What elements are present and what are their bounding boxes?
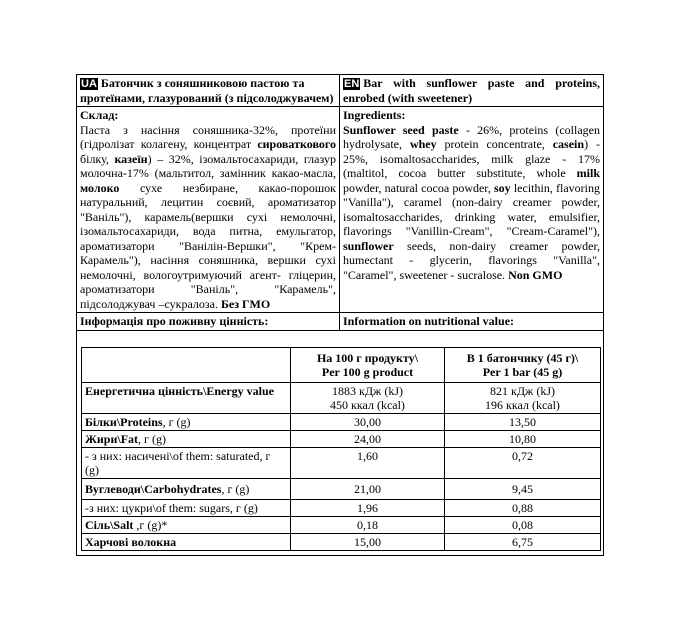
sugars-per-100g: 1,96 (291, 499, 445, 516)
allergen-whey-en: whey (409, 137, 437, 151)
en-product-title: Bar with sunflower paste and proteins, enrobed (with sweetener) (343, 76, 600, 105)
allergen-sunflower-paste-en: Sunflower seed paste (343, 122, 459, 137)
saturated-per-bar: 0,72 (445, 447, 601, 478)
ingredients-row (77, 107, 604, 313)
product-label-document (76, 74, 603, 556)
carbs-label: Вуглеводи\Carbohydrates, г (g) (82, 478, 291, 499)
en-language-tag: EN (344, 78, 360, 90)
table-row (82, 430, 601, 447)
ua-title-cell (77, 75, 340, 107)
en-ingredients-text: Sunflower seed paste - 26%, proteins (collagen hydrolysate, whey protein concentrate, casein) - 25%, isomaltosaccharides, milk glaze - 17% (maltitol, cocoa butter substitute, whole milk powder, natural cocoa powder, soy lecithin, flavoring "Vanilla"), caramel (non-dairy creamer powder, isomaltosaccharides, drinking water, emulsifier, flavorings "Vanillin-Cream", "Cream-Caramel"), sunflower seeds, non-dairy creamer powder, humectant - glycerin, flavorings "Vanilla", "Caramel", sweetener - sucralose. Non GMO (343, 122, 601, 282)
salt-per-bar: 0,08 (445, 516, 601, 533)
ua-nutrition-heading: Інформація про поживну цінність: (77, 313, 340, 331)
nutrition-table-cell (77, 330, 604, 555)
en-title-cell (340, 75, 604, 107)
ua-language-tag: UA (81, 78, 97, 90)
fat-per-100g: 24,00 (291, 430, 445, 447)
table-row (82, 499, 601, 516)
allergen-milk-en: milk (576, 166, 600, 180)
ua-ingredients-heading: Склад: (80, 108, 119, 122)
table-row (82, 447, 601, 478)
en-nutrition-heading: Information on nutritional value: (340, 313, 604, 331)
ua-ingredients-text: Паста з насіння соняшника-32%, протеїни (гідролізат колагену, концентрат сироваткового білку, казеїн) – 32%, ізомальтосахариди, глазур молочна-17% (мальтитол, замінник какао-масла, молоко сухе незбиране, какао-порошок натуральний, лецитин соєвий, ароматизатор "Ваніль"), карамель(вершки сухі немолочні, ізомальтосахариди, вода питна, емульгатор, ароматизатори "Ванілін-Вершки", "Крем-Карамель"), насіння соняшника, вершки сухі немолочні, вологоутримуючий агент- гліцерин, ароматизатори "Ваніль", "Карамель", підсолоджувач –сукралоза. Без ГМО (80, 122, 336, 311)
allergen-casein-en: casein (552, 137, 585, 151)
col-per-100g-header: На 100 г продукту\ Per 100 g product (291, 347, 445, 382)
table-row (82, 478, 601, 499)
sugars-per-bar: 0,88 (445, 499, 601, 516)
fat-label: Жири\Fat, г (g) (82, 430, 291, 447)
allergen-whey-ua: сироваткового (257, 137, 336, 151)
non-gmo-en: Non GMO (508, 267, 563, 282)
nutrition-heading-row (77, 313, 604, 331)
energy-per-100g: 1883 кДж (kJ) 450 ккал (kcal) (291, 382, 445, 413)
nutrition-table-row (77, 330, 604, 555)
ua-ingredients-cell (77, 107, 340, 313)
table-row (82, 533, 601, 550)
en-ingredients-cell (340, 107, 604, 313)
carbs-per-bar: 9,45 (445, 478, 601, 499)
nutrition-header-empty (82, 347, 291, 382)
en-ingredients-heading: Ingredients: (343, 108, 406, 122)
col-per-bar-header: В 1 батончику (45 г)\ Per 1 bar (45 g) (445, 347, 601, 382)
fiber-per-bar: 6,75 (445, 533, 601, 550)
allergen-sunflower-en: sunflower (343, 238, 394, 253)
allergen-milk-ua: молоко (80, 180, 120, 195)
fat-per-bar: 10,80 (445, 430, 601, 447)
allergen-soy-en: soy (494, 180, 511, 195)
non-gmo-ua: Без ГМО (220, 296, 271, 311)
proteins-label: Білки\Proteins, г (g) (82, 413, 291, 430)
proteins-per-bar: 13,50 (445, 413, 601, 430)
proteins-per-100g: 30,00 (291, 413, 445, 430)
saturated-label: - з них: насичені\of them: saturated, г (g) (82, 447, 291, 478)
fiber-label: Харчові волокна (82, 533, 291, 550)
sugars-label: -з них: цукри\of them: sugars, г (g) (82, 499, 291, 516)
salt-per-100g: 0,18 (291, 516, 445, 533)
table-row (82, 413, 601, 430)
nutrition-table (81, 347, 601, 551)
nutrition-header-row (82, 347, 601, 382)
table-row (82, 382, 601, 413)
label-table (76, 74, 604, 556)
ua-product-title: Батончик з соняшниковою пастою та протеїнами, глазурований (з підсолоджувачем) (80, 76, 334, 105)
carbs-per-100g: 21,00 (291, 478, 445, 499)
saturated-per-100g: 1,60 (291, 447, 445, 478)
energy-label: Енергетична цінність\Energy value (82, 382, 291, 413)
title-row (77, 75, 604, 107)
salt-label: Сіль\Salt ,г (g)* (82, 516, 291, 533)
allergen-casein-ua: казеїн (114, 151, 148, 166)
fiber-per-100g: 15,00 (291, 533, 445, 550)
table-row (82, 516, 601, 533)
energy-per-bar: 821 кДж (kJ) 196 ккал (kcal) (445, 382, 601, 413)
